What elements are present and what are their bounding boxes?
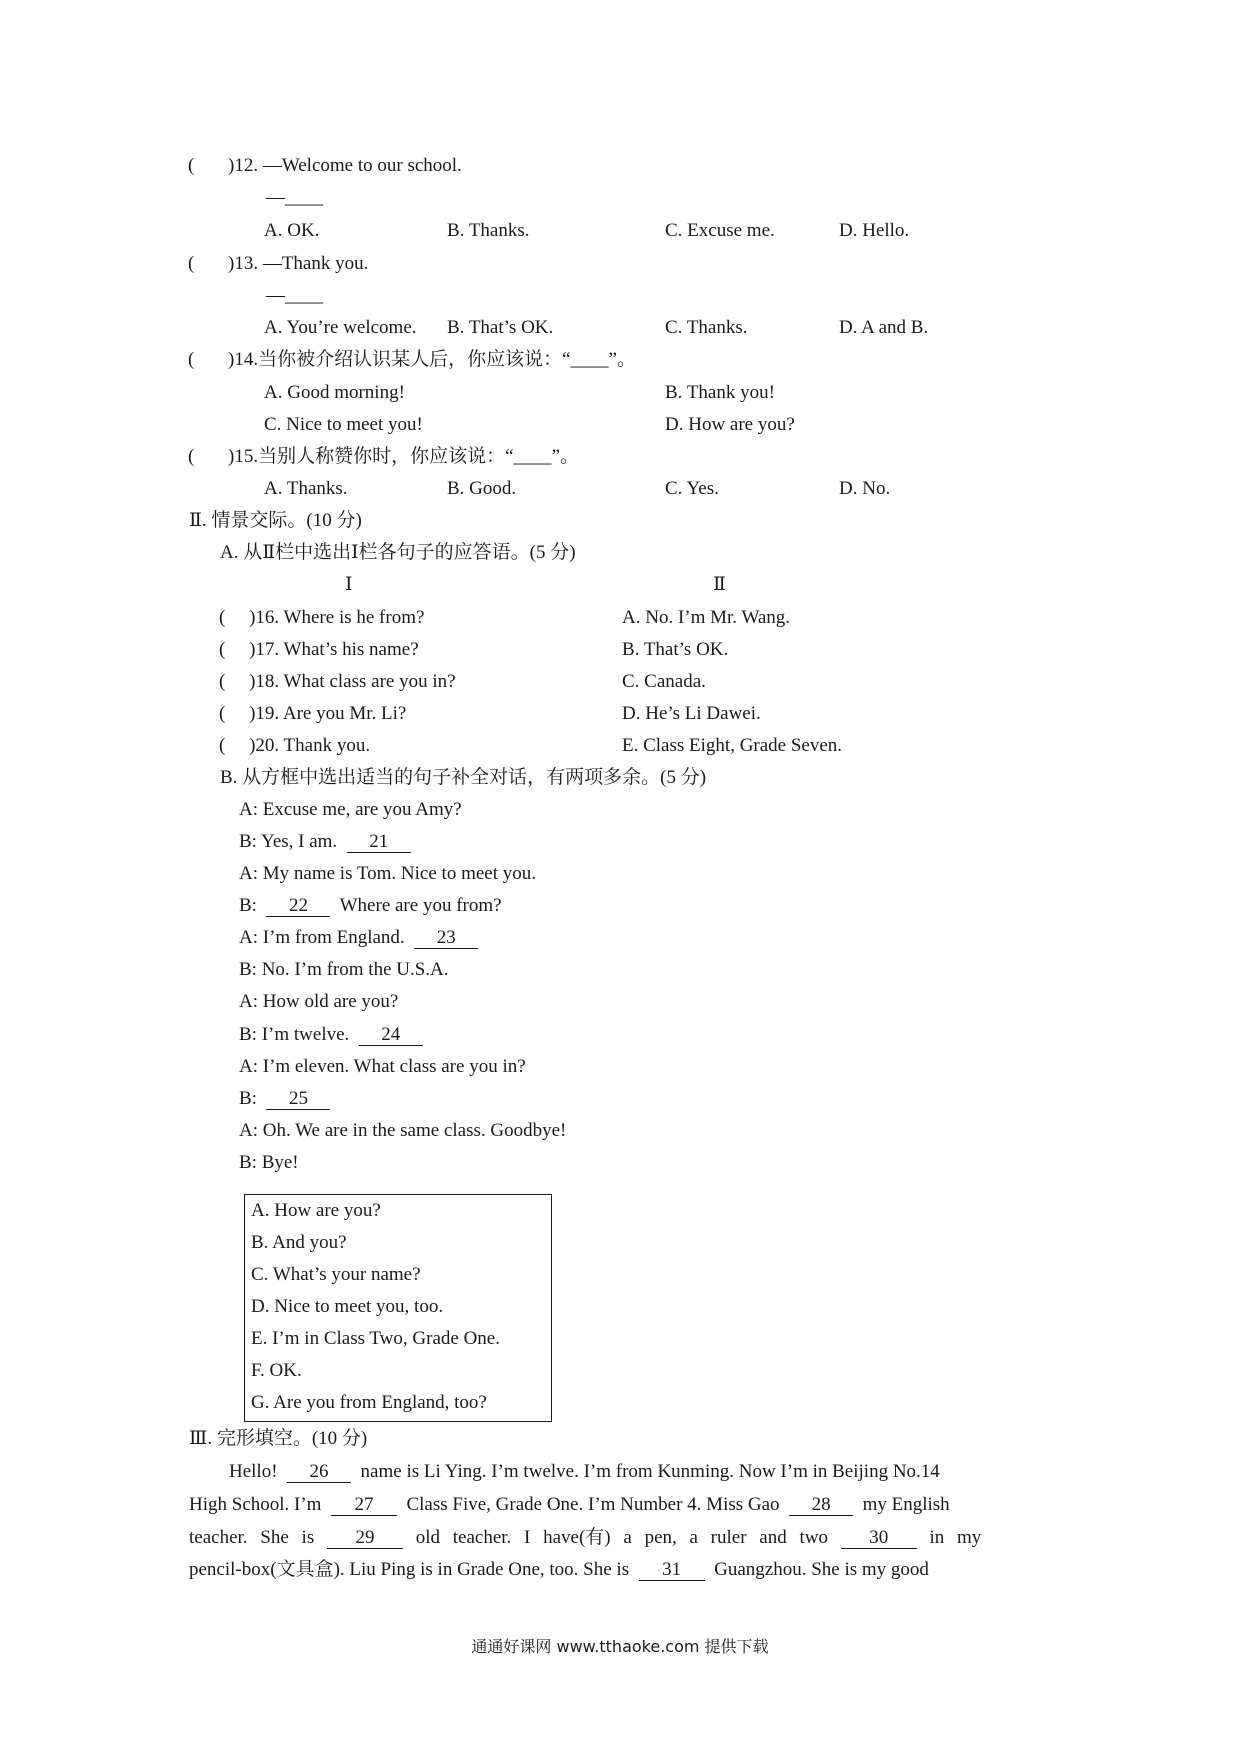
answer-paren: ( <box>188 155 195 176</box>
dialogue-line: B: No. I’m from the U.S.A. <box>239 959 449 980</box>
footer-source: 通通好课网 www.tthaoke.com 提供下载 <box>471 1637 769 1656</box>
option-d: D. Hello. <box>839 220 910 241</box>
option-a: A. OK. <box>264 220 320 241</box>
match-answer: E. Class Eight, Grade Seven. <box>622 735 843 756</box>
blank-24: 24 <box>359 1025 423 1046</box>
question-stem: )12. —Welcome to our school. <box>228 155 462 176</box>
dialogue-line: B: 25 <box>239 1087 330 1111</box>
blank-26: 26 <box>287 1462 351 1483</box>
dialogue-line: B: I’m twelve. 24 <box>239 1023 423 1047</box>
option-a: A. You’re welcome. <box>264 317 417 338</box>
dialogue-line: B: Bye! <box>239 1152 299 1173</box>
reply-blank: —____ <box>266 285 323 306</box>
match-question: ( )20. Thank you. <box>219 735 371 756</box>
answer-paren: ( <box>188 446 195 467</box>
blank-29: 29 <box>327 1528 403 1549</box>
section-heading: Ⅲ. 完形填空。(10 分) <box>189 1428 368 1449</box>
option-a: A. Thanks. <box>264 478 348 499</box>
instruction: B. 从方框中选出适当的句子补全对话，有两项多余。(5 分) <box>220 767 707 788</box>
box-option: B. And you? <box>251 1232 347 1253</box>
dialogue-line: A: I’m from England. 23 <box>239 926 478 950</box>
option-b: B. That’s OK. <box>447 317 554 338</box>
section-heading: Ⅱ. 情景交际。(10 分) <box>189 510 362 531</box>
question-stem: )13. —Thank you. <box>228 253 369 274</box>
match-question: ( )17. What’s his name? <box>219 639 419 660</box>
cloze-line: pencil-box(文具盒). Liu Ping is in Grade One, too. She is 31 Guangzhou. She is my good <box>189 1559 929 1580</box>
box-option: G. Are you from England, too? <box>251 1392 487 1413</box>
blank-25: 25 <box>266 1089 330 1110</box>
option-a: A. Good morning! <box>264 382 405 403</box>
dialogue-line: A: Oh. We are in the same class. Goodbye! <box>239 1120 567 1141</box>
dialogue-line: A: I’m eleven. What class are you in? <box>239 1056 526 1077</box>
blank-30: 30 <box>841 1528 917 1549</box>
option-c: C. Nice to meet you! <box>264 414 423 435</box>
box-option: C. What’s your name? <box>251 1264 421 1285</box>
match-answer: D. He’s Li Dawei. <box>622 703 761 724</box>
option-b: B. Thank you! <box>665 382 775 403</box>
box-option: E. I’m in Class Two, Grade One. <box>251 1328 500 1349</box>
cloze-line: Hello! 26 name is Li Ying. I’m twelve. I’m from Kunming. Now I’m in Beijing No.14 <box>229 1461 940 1482</box>
match-question: ( )16. Where is he from? <box>219 607 425 628</box>
question-stem: )15.当别人称赞你时，你应该说：“____”。 <box>228 446 579 467</box>
dialogue-line: A: How old are you? <box>239 991 399 1012</box>
option-d: D. A and B. <box>839 317 929 338</box>
option-c: C. Thanks. <box>665 317 748 338</box>
option-b: B. Good. <box>447 478 517 499</box>
blank-23: 23 <box>414 928 478 949</box>
cloze-line: High School. I’m 27 Class Five, Grade One. I’m Number 4. Miss Gao 28 my English <box>189 1494 950 1515</box>
match-question: ( )18. What class are you in? <box>219 671 456 692</box>
match-answer: B. That’s OK. <box>622 639 729 660</box>
answer-paren: ( <box>188 253 195 274</box>
option-c: C. Yes. <box>665 478 719 499</box>
box-option: A. How are you? <box>251 1200 381 1221</box>
box-option: F. OK. <box>251 1360 302 1381</box>
blank-31: 31 <box>639 1560 705 1581</box>
match-answer: A. No. I’m Mr. Wang. <box>622 607 791 628</box>
cloze-line: teacher. She is 29 old teacher. I have(有) a pen, a ruler and two 30 in my <box>189 1527 982 1548</box>
dialogue-line: A: Excuse me, are you Amy? <box>239 799 462 820</box>
box-option: D. Nice to meet you, too. <box>251 1296 444 1317</box>
dialogue-line: A: My name is Tom. Nice to meet you. <box>239 863 536 884</box>
blank-27: 27 <box>331 1495 397 1516</box>
match-question: ( )19. Are you Mr. Li? <box>219 703 407 724</box>
blank-28: 28 <box>789 1495 853 1516</box>
match-answer: C. Canada. <box>622 671 706 692</box>
column-heading: Ⅰ <box>345 574 353 595</box>
option-d: D. No. <box>839 478 891 499</box>
options-box <box>244 1194 552 1422</box>
column-heading: Ⅱ <box>713 574 726 595</box>
question-stem: )14.当你被介绍认识某人后，你应该说：“____”。 <box>228 349 636 370</box>
option-c: C. Excuse me. <box>665 220 775 241</box>
answer-paren: ( <box>188 349 195 370</box>
option-b: B. Thanks. <box>447 220 530 241</box>
blank-21: 21 <box>347 832 411 853</box>
reply-blank: —____ <box>266 187 323 208</box>
dialogue-line: B: Yes, I am. 21 <box>239 830 411 854</box>
dialogue-line: B: 22 Where are you from? <box>239 895 502 916</box>
blank-22: 22 <box>266 896 330 917</box>
instruction: A. 从Ⅱ栏中选出Ⅰ栏各句子的应答语。(5 分) <box>220 542 576 563</box>
option-d: D. How are you? <box>665 414 795 435</box>
